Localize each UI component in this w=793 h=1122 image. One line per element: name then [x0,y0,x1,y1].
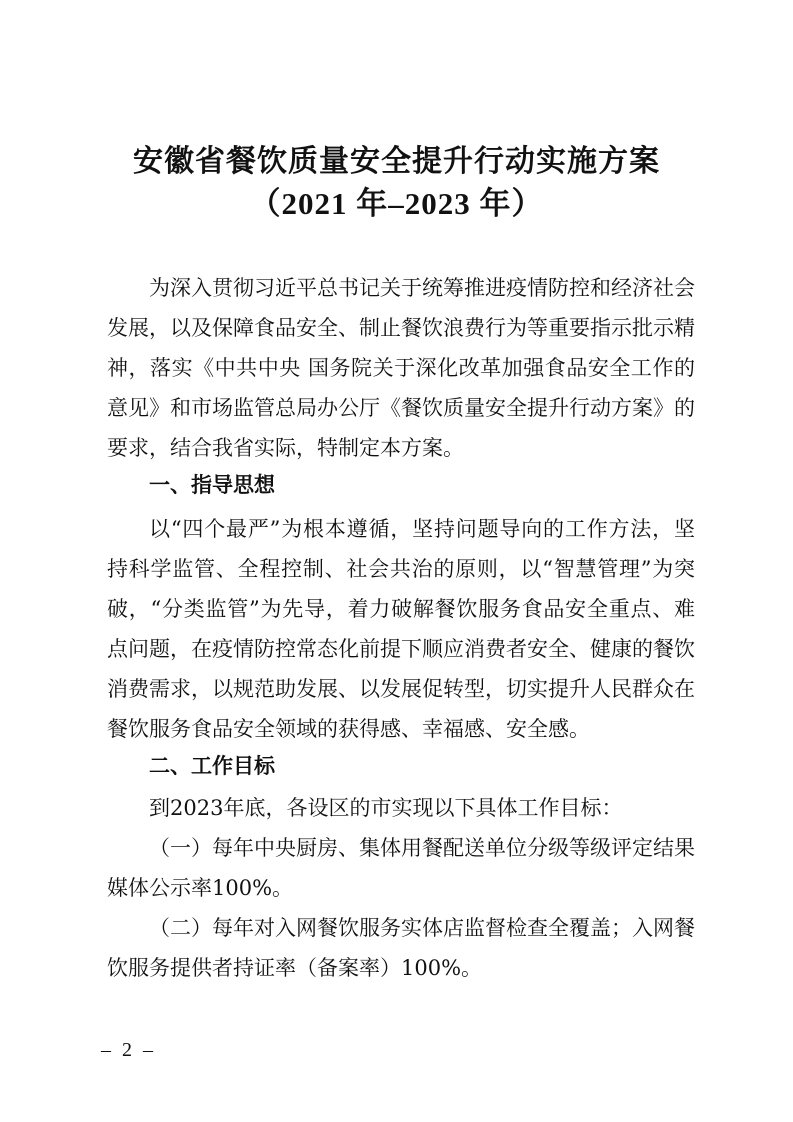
section-paragraph-guiding-ideology: 以“四个最严”为根本遵循，坚持问题导向的工作方法，坚持科学监管、全程控制、社会共治的原则，以“智慧管理”为突破，“分类监管”为先导，着力破解餐饮服务食品安全重点、难点问题，在疫情防控常态化前提下顺应消费者安全、健康的餐饮消费需求，以规范助发展、以发展促转型，切实提升人民群众在餐饮服务食品安全领域的获得感、幸福感、安全感。 [107,517,695,741]
document-subtitle-years: （2021 年–2023 年） [249,186,544,221]
section-paragraph-work-goals: 到2023年底，各设区的市实现以下具体工作目标： [149,796,623,820]
section-heading-work-goals: 二、工作目标 [149,754,275,778]
page-number: – 2 – [101,1039,156,1061]
goal-item-2 [107,908,695,988]
goal-item-1 [107,828,695,908]
intro-paragraph: 为深入贯彻习近平总书记关于统筹推进疫情防控和经济社会发展，以及保障食品安全、制止餐饮浪费行为等重要指示批示精神，落实《中共中央 国务院关于深化改革加强食品安全工作的意见》和市场监管总局办公厅《餐饮质量安全提升行动方案》的要求，结合我省实际，特制定本方案。 [107,276,695,460]
section-2-body [107,788,695,828]
section-2 [107,746,695,786]
document-title: 安徽省餐饮质量安全提升行动实施方案 [133,144,660,179]
intro-section [107,268,695,468]
section-1 [107,465,695,505]
section-heading-guiding-ideology: 一、指导思想 [149,473,275,497]
goal-item-text: （二）每年对入网餐饮服务实体店监督检查全覆盖；入网餐饮服务提供者持证率（备案率）100%。 [107,916,695,980]
goal-item-text: （一）每年中央厨房、集体用餐配送单位分级等级评定结果媒体公示率100%。 [107,836,695,900]
section-1-body [107,509,695,749]
